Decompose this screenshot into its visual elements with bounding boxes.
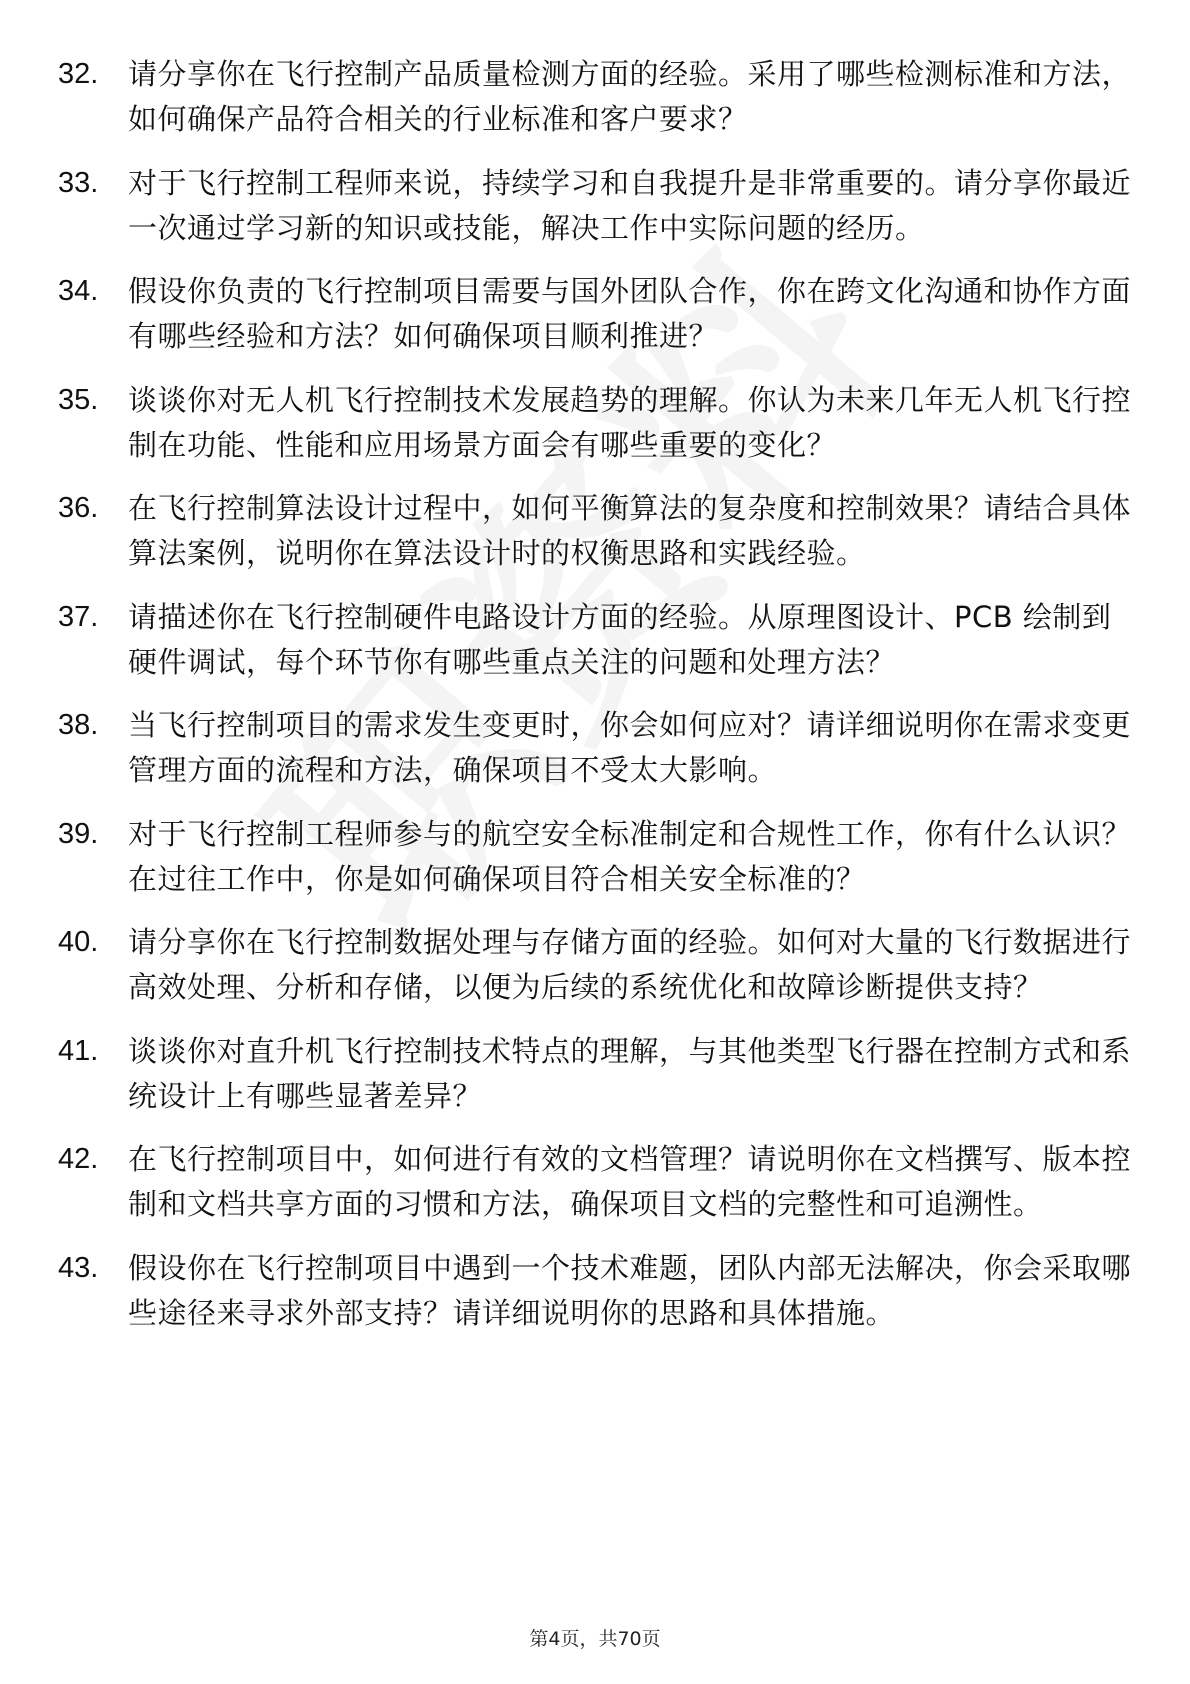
question-item (58, 1029, 1138, 1119)
question-text: 当飞行控制项目的需求发生变更时，你会如何应对？请详细说明你在需求变更管理方面的流程和方法，确保项目不受太大影响。 (128, 708, 1132, 787)
question-item (58, 1246, 1138, 1336)
question-text: 对于飞行控制工程师参与的航空安全标准制定和合规性工作，你有什么认识？在过往工作中，你是如何确保项目符合相关安全标准的？ (128, 816, 1132, 896)
question-text: 谈谈你对直升机飞行控制技术特点的理解，与其他类型飞行器在控制方式和系统设计上有哪些显著差异？ (128, 1033, 1132, 1113)
question-text: 请分享你在飞行控制产品质量检测方面的经验。采用了哪些检测标准和方法，如何确保产品符合相关的行业标准和客户要求？ (128, 57, 1132, 136)
question-text: 在飞行控制算法设计过程中，如何平衡算法的复杂度和控制效果？请结合具体算法案例，说明你在算法设计时的权衡思路和实践经验。 (128, 491, 1132, 570)
question-item (58, 378, 1138, 468)
question-item (58, 1137, 1138, 1227)
question-number: 38. (58, 709, 99, 741)
question-text: 假设你在飞行控制项目中遇到一个技术难题，团队内部无法解决，你会采取哪些途径来寻求外部支持？请详细说明你的思路和具体措施。 (128, 1250, 1132, 1330)
question-item (58, 703, 1138, 793)
question-number: 42. (58, 1143, 99, 1175)
question-item (58, 812, 1138, 902)
question-text: 请描述你在飞行控制硬件电路设计方面的经验。从原理图设计、PCB 绘制到硬件调试，每个环节你有哪些重点关注的问题和处理方法？ (128, 599, 1112, 679)
question-item (58, 269, 1138, 359)
question-item (58, 595, 1138, 685)
question-item (58, 486, 1138, 576)
question-item (58, 920, 1138, 1010)
question-number: 35. (58, 383, 99, 416)
question-number: 40. (58, 926, 99, 958)
question-number: 33. (58, 166, 99, 199)
question-item (58, 52, 1138, 142)
question-number: 39. (58, 817, 99, 850)
question-text: 请分享你在飞行控制数据处理与存储方面的经验。如何对大量的飞行数据进行高效处理、分析和存储，以便为后续的系统优化和故障诊断提供支持？ (128, 925, 1132, 1004)
question-number: 32. (58, 58, 99, 90)
question-number: 36. (58, 492, 99, 524)
question-text: 假设你负责的飞行控制项目需要与国外团队合作，你在跨文化沟通和协作方面有哪些经验和方法？如何确保项目顺利推进？ (128, 274, 1132, 353)
question-number: 43. (58, 1251, 99, 1284)
question-list (58, 52, 1138, 1354)
question-text: 谈谈你对无人机飞行控制技术发展趋势的理解。你认为未来几年无人机飞行控制在功能、性能和应用场景方面会有哪些重要的变化？ (128, 382, 1132, 462)
question-number: 41. (58, 1034, 99, 1067)
page-number-footer: 第4页，共70页 (529, 1628, 661, 1650)
question-item (58, 161, 1138, 251)
question-text: 对于飞行控制工程师来说，持续学习和自我提升是非常重要的。请分享你最近一次通过学习新的知识或技能，解决工作中实际问题的经历。 (128, 165, 1132, 245)
question-number: 37. (58, 600, 99, 633)
question-number: 34. (58, 275, 99, 307)
question-text: 在飞行控制项目中，如何进行有效的文档管理？请说明你在文档撰写、版本控制和文档共享方面的习惯和方法，确保项目文档的完整性和可追溯性。 (128, 1142, 1132, 1221)
